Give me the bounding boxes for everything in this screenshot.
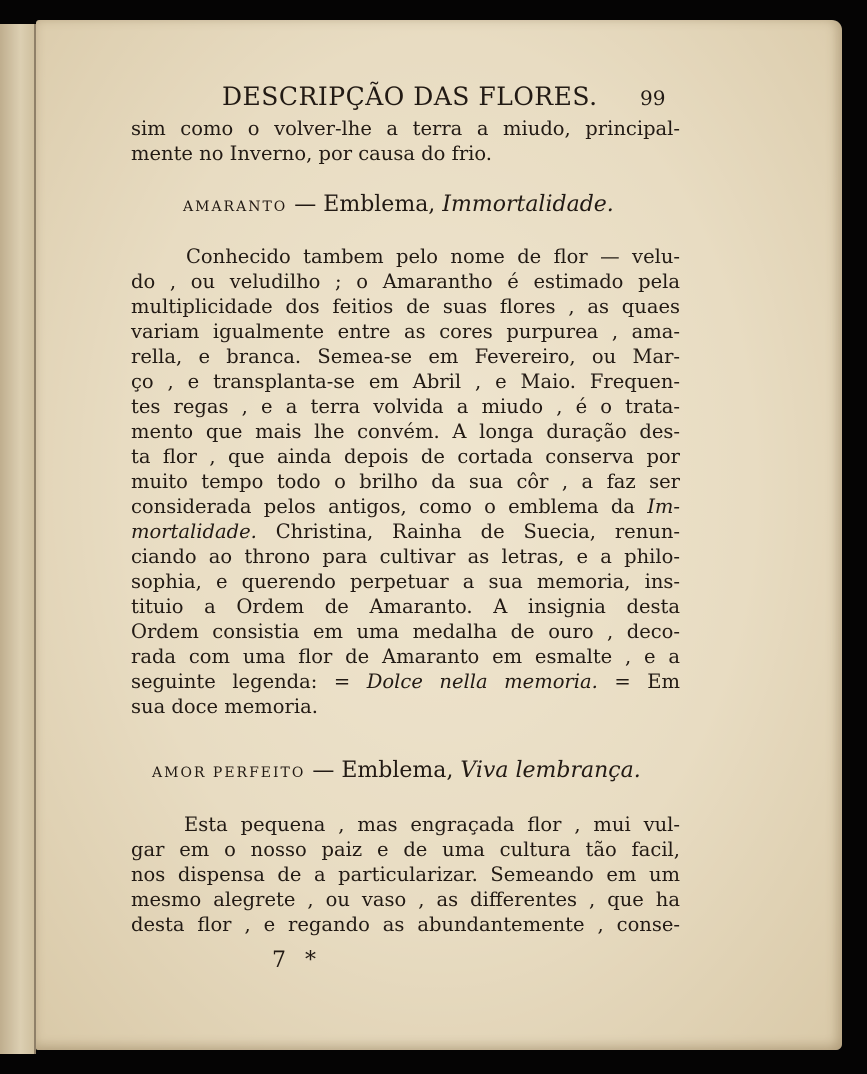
page-number: 99 — [640, 86, 666, 110]
text-line: ta flor , que ainda depois de cortada conserva por — [131, 445, 680, 468]
text-segment: considerada pelos antigos, como o emblema da — [131, 495, 648, 518]
text-line: sim como o volver-lhe a terra a miudo, principal- — [131, 117, 680, 140]
text-line: ço , e transplanta-se em Abril , e Maio. Frequen- — [131, 370, 680, 393]
entry-heading-amaranto — [183, 192, 614, 217]
text-line: nos dispensa de a particularizar. Semeando em um — [131, 863, 680, 886]
signature-mark: 7 * — [272, 948, 322, 973]
text-line: mente no Inverno, por causa do frio. — [131, 142, 492, 165]
entry-name: AMOR PERFEITO — [152, 765, 306, 781]
text-line: sua doce memoria. — [131, 695, 318, 718]
text-line — [131, 669, 680, 694]
entry-name: AMARANTO — [183, 199, 288, 215]
entry-heading-amor-perfeito — [152, 758, 641, 783]
text-line: rada com uma flor de Amaranto em esmalte , e a — [131, 645, 680, 668]
text-segment: seguinte legenda: = — [131, 670, 367, 693]
entry-emblem: Immortalidade. — [442, 192, 614, 217]
entry-separator: — Emblema, — [287, 192, 443, 217]
running-header-title: DESCRIPÇÃO DAS FLORES. — [222, 82, 598, 111]
entry-emblem: Viva lembrança. — [460, 758, 641, 783]
text-line: ciando ao throno para cultivar as letras, e a philo- — [131, 545, 680, 568]
text-line: desta flor , e regando as abundantemente , conse- — [131, 913, 680, 936]
text-line — [131, 494, 680, 519]
text-line: gar em o nosso paiz e de uma cultura tão facil, — [131, 838, 680, 861]
text-line: variam igualmente entre as cores purpurea , ama- — [131, 320, 680, 343]
entry-separator: — Emblema, — [305, 758, 461, 783]
text-italic-segment: mortalidade. — [131, 520, 257, 543]
text-line: Ordem consistia em uma medalha de ouro , deco- — [131, 620, 680, 643]
text-line: mesmo alegrete , ou vaso , as differentes , que ha — [131, 888, 680, 911]
text-line: sophia, e querendo perpetuar a sua memoria, ins- — [131, 570, 680, 593]
text-italic-segment: Dolce nella memoria. — [366, 670, 598, 693]
text-line: tes regas , e a terra volvida a miudo , é o trata- — [131, 395, 680, 418]
text-line: Conhecido tambem pelo nome de flor — velu- — [186, 245, 680, 268]
text-line: muito tempo todo o brilho da sua côr , a faz ser — [131, 470, 680, 493]
text-line: mento que mais lhe convém. A longa duração des- — [131, 420, 680, 443]
text-line: rella, e branca. Semea-se em Fevereiro, ou Mar- — [131, 345, 680, 368]
text-line: Esta pequena , mas engraçada flor , mui vul- — [184, 813, 680, 836]
text-line: multiplicidade dos feitios de suas flores , as quaes — [131, 295, 680, 318]
text-line — [131, 519, 680, 544]
text-italic-segment: Im- — [647, 495, 680, 518]
text-segment: = Em — [597, 670, 680, 693]
text-line: tituio a Ordem de Amaranto. A insignia desta — [131, 595, 680, 618]
facing-page-edge — [0, 24, 36, 1054]
text-line: do , ou veludilho ; o Amarantho é estimado pela — [131, 270, 680, 293]
text-segment: Christina, Rainha de Suecia, renun- — [256, 520, 680, 543]
